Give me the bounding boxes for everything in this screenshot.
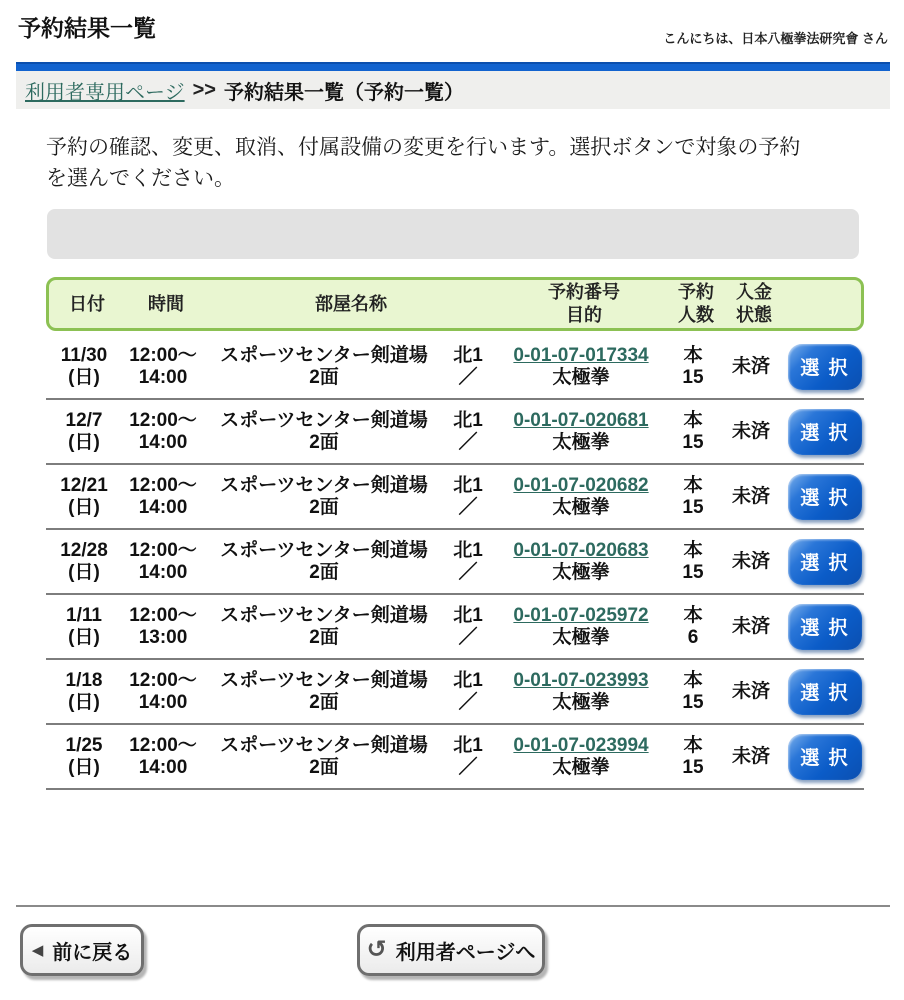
time-start: 12:00～: [129, 474, 197, 496]
date-cell: [46, 670, 122, 714]
time-start: 12:00～: [129, 539, 197, 561]
select-button[interactable]: 選 択: [788, 669, 862, 715]
breadcrumb-separator: >>: [192, 78, 216, 101]
time-end: 14:00: [138, 496, 188, 518]
purpose-value: 太極拳: [552, 431, 610, 453]
payment-status: 未済: [731, 485, 770, 507]
page-title: 予約結果一覧: [18, 15, 156, 41]
time-start: 12:00～: [129, 604, 197, 626]
reservation-row: [46, 465, 864, 530]
header-number-line: 予約番号: [548, 282, 620, 302]
payment-status: 未済: [731, 745, 770, 767]
header-status-line1: 入金: [736, 282, 772, 302]
purpose-value: 太極拳: [552, 626, 610, 648]
count-unit: 本: [683, 734, 703, 756]
purpose-value: 太極拳: [552, 561, 610, 583]
select-button[interactable]: 選 択: [788, 409, 862, 455]
time-end: 14:00: [138, 691, 188, 713]
count-unit: 本: [683, 474, 703, 496]
reservation-row: [46, 400, 864, 465]
reservation-number-cell: [492, 605, 670, 649]
header-time: 時間: [148, 293, 184, 314]
room-cell: [204, 605, 444, 649]
room-name: スポーツセンター剣道場: [220, 604, 428, 626]
room-name: スポーツセンター剣道場: [220, 669, 428, 691]
count-value: 6: [687, 626, 699, 648]
action-cell: [786, 734, 864, 780]
time-end: 14:00: [138, 431, 188, 453]
count-value: 15: [682, 366, 704, 388]
payment-status-cell: [716, 421, 786, 443]
reservation-number-link[interactable]: 0-01-07-020683: [513, 539, 649, 561]
reservation-number-cell: [492, 735, 670, 779]
breadcrumb-link-user-page[interactable]: 利用者専用ページ: [25, 81, 185, 104]
room-sub-name: 2面: [309, 496, 339, 518]
date-cell: [46, 735, 122, 779]
action-cell: [786, 474, 864, 520]
count-cell: [670, 670, 716, 714]
area-cell: [444, 660, 492, 714]
area-cell: [444, 400, 492, 454]
payment-status: 未済: [731, 355, 770, 377]
reservation-number-cell: [492, 540, 670, 584]
payment-status-cell: [716, 681, 786, 703]
day-of-week: (日): [68, 431, 100, 453]
room-cell: [204, 345, 444, 389]
action-cell: [786, 344, 864, 390]
header-count: [673, 281, 719, 327]
breadcrumb-current: 予約結果一覧（予約一覧）: [223, 81, 464, 104]
reservation-number-link[interactable]: 0-01-07-023993: [513, 669, 649, 691]
count-value: 15: [682, 691, 704, 713]
action-cell: [786, 409, 864, 455]
payment-status: 未済: [731, 615, 770, 637]
room-sub-name: 2面: [309, 561, 339, 583]
reservation-number-link[interactable]: 0-01-07-020682: [513, 474, 649, 496]
date-cell: [46, 410, 122, 454]
header-date: 日付: [69, 293, 105, 314]
area-value: 北1／: [453, 670, 483, 713]
payment-status-cell: [716, 356, 786, 378]
select-button[interactable]: 選 択: [788, 734, 862, 780]
count-cell: [670, 540, 716, 584]
room-name: スポーツセンター剣道場: [220, 539, 428, 561]
userpage-button[interactable]: [357, 924, 545, 976]
payment-status-cell: [716, 746, 786, 768]
date-cell: [46, 540, 122, 584]
room-cell: [204, 475, 444, 519]
count-value: 15: [682, 561, 704, 583]
time-cell: [122, 605, 204, 649]
header-purpose-line: 目的: [566, 305, 602, 325]
area-value: 北1／: [453, 345, 483, 388]
reservation-row: [46, 595, 864, 660]
select-button[interactable]: 選 択: [788, 539, 862, 585]
table-header-row: [46, 277, 864, 331]
empty-notice-bar: [47, 209, 859, 259]
header-count-line2: 人数: [678, 305, 714, 325]
purpose-value: 太極拳: [552, 496, 610, 518]
count-cell: [670, 735, 716, 779]
payment-status-cell: [716, 616, 786, 638]
time-cell: [122, 670, 204, 714]
intro-line1: 予約の確認、変更、取消、付属設備の変更を行います。選択ボタンで対象の予約: [46, 136, 801, 159]
area-cell: [444, 335, 492, 389]
count-value: 15: [682, 431, 704, 453]
count-cell: [670, 410, 716, 454]
select-button[interactable]: 選 択: [788, 604, 862, 650]
count-unit: 本: [683, 344, 703, 366]
count-value: 15: [682, 756, 704, 778]
area-cell: [444, 530, 492, 584]
day-of-week: (日): [68, 561, 100, 583]
date-value: 1/25: [65, 734, 103, 756]
day-of-week: (日): [68, 691, 100, 713]
time-end: 13:00: [138, 626, 188, 648]
date-value: 12/21: [60, 474, 108, 496]
room-name: スポーツセンター剣道場: [220, 734, 428, 756]
reservation-number-cell: [492, 410, 670, 454]
room-name: スポーツセンター剣道場: [220, 409, 428, 431]
count-unit: 本: [683, 669, 703, 691]
date-value: 1/18: [65, 669, 103, 691]
room-sub-name: 2面: [309, 366, 339, 388]
time-start: 12:00～: [129, 344, 197, 366]
room-cell: [204, 670, 444, 714]
date-cell: [46, 475, 122, 519]
reservation-row: [46, 335, 864, 400]
payment-status-cell: [716, 551, 786, 573]
room-name: スポーツセンター剣道場: [220, 474, 428, 496]
purpose-value: 太極拳: [552, 756, 610, 778]
time-cell: [122, 410, 204, 454]
table-body: [46, 335, 864, 790]
day-of-week: (日): [68, 626, 100, 648]
date-cell: [46, 345, 122, 389]
day-of-week: (日): [68, 496, 100, 518]
reservation-number-link[interactable]: 0-01-07-020681: [513, 409, 649, 431]
intro-text: [46, 132, 864, 194]
action-cell: [786, 539, 864, 585]
action-cell: [786, 669, 864, 715]
header-number-purpose: [495, 281, 673, 327]
room-cell: [204, 540, 444, 584]
room-sub-name: 2面: [309, 626, 339, 648]
time-start: 12:00～: [129, 409, 197, 431]
reservation-row: [46, 725, 864, 790]
footer-divider: [16, 905, 890, 907]
reservation-number-cell: [492, 475, 670, 519]
purpose-value: 太極拳: [552, 366, 610, 388]
count-unit: 本: [683, 604, 703, 626]
area-cell: [444, 595, 492, 649]
userpage-button-label: 利用者ページへ: [395, 941, 536, 964]
date-value: 12/7: [65, 409, 103, 431]
select-button[interactable]: 選 択: [788, 344, 862, 390]
time-cell: [122, 475, 204, 519]
time-start: 12:00～: [129, 669, 197, 691]
select-button[interactable]: 選 択: [788, 474, 862, 520]
room-cell: [204, 410, 444, 454]
time-cell: [122, 735, 204, 779]
date-value: 12/28: [60, 539, 108, 561]
date-value: 11/30: [60, 344, 108, 366]
time-start: 12:00～: [129, 734, 197, 756]
reservation-number-link[interactable]: 0-01-07-023994: [513, 734, 649, 756]
room-sub-name: 2面: [309, 431, 339, 453]
purpose-value: 太極拳: [552, 691, 610, 713]
breadcrumb: [16, 71, 890, 109]
room-name: スポーツセンター剣道場: [220, 344, 428, 366]
area-value: 北1／: [453, 735, 483, 778]
area-value: 北1／: [453, 605, 483, 648]
payment-status: 未済: [731, 680, 770, 702]
room-sub-name: 2面: [309, 756, 339, 778]
area-value: 北1／: [453, 410, 483, 453]
count-cell: [670, 475, 716, 519]
header-room: 部屋名称: [315, 293, 387, 314]
count-value: 15: [682, 496, 704, 518]
header-payment-status: [719, 281, 789, 327]
return-arrow-icon: ↺: [366, 936, 387, 963]
count-cell: [670, 345, 716, 389]
reservation-table: [46, 277, 864, 790]
back-button[interactable]: [20, 924, 144, 976]
time-end: 14:00: [138, 366, 188, 388]
room-cell: [204, 735, 444, 779]
back-arrow-icon: ◀: [31, 941, 44, 959]
day-of-week: (日): [68, 366, 100, 388]
header-divider-bar: [16, 62, 890, 71]
greeting-text: こんにちは、日本八極拳法研究會 さん: [663, 31, 888, 46]
reservation-number-cell: [492, 670, 670, 714]
time-cell: [122, 345, 204, 389]
reservation-number-link[interactable]: 0-01-07-025972: [513, 604, 649, 626]
time-end: 14:00: [138, 561, 188, 583]
area-value: 北1／: [453, 475, 483, 518]
count-cell: [670, 605, 716, 649]
time-cell: [122, 540, 204, 584]
area-value: 北1／: [453, 540, 483, 583]
day-of-week: (日): [68, 756, 100, 778]
area-cell: [444, 465, 492, 519]
payment-status-cell: [716, 486, 786, 508]
back-button-label: 前に戻る: [52, 941, 133, 964]
count-unit: 本: [683, 539, 703, 561]
header-status-line2: 状態: [736, 305, 772, 325]
reservation-number-cell: [492, 345, 670, 389]
action-cell: [786, 604, 864, 650]
reservation-number-link[interactable]: 0-01-07-017334: [513, 344, 649, 366]
date-cell: [46, 605, 122, 649]
header-count-line1: 予約: [678, 282, 714, 302]
date-value: 1/11: [66, 604, 102, 626]
payment-status: 未済: [731, 420, 770, 442]
intro-line2: を選んでください。: [46, 167, 235, 190]
reservation-row: [46, 530, 864, 595]
reservation-row: [46, 660, 864, 725]
count-unit: 本: [683, 409, 703, 431]
payment-status: 未済: [731, 550, 770, 572]
time-end: 14:00: [138, 756, 188, 778]
room-sub-name: 2面: [309, 691, 339, 713]
area-cell: [444, 725, 492, 779]
